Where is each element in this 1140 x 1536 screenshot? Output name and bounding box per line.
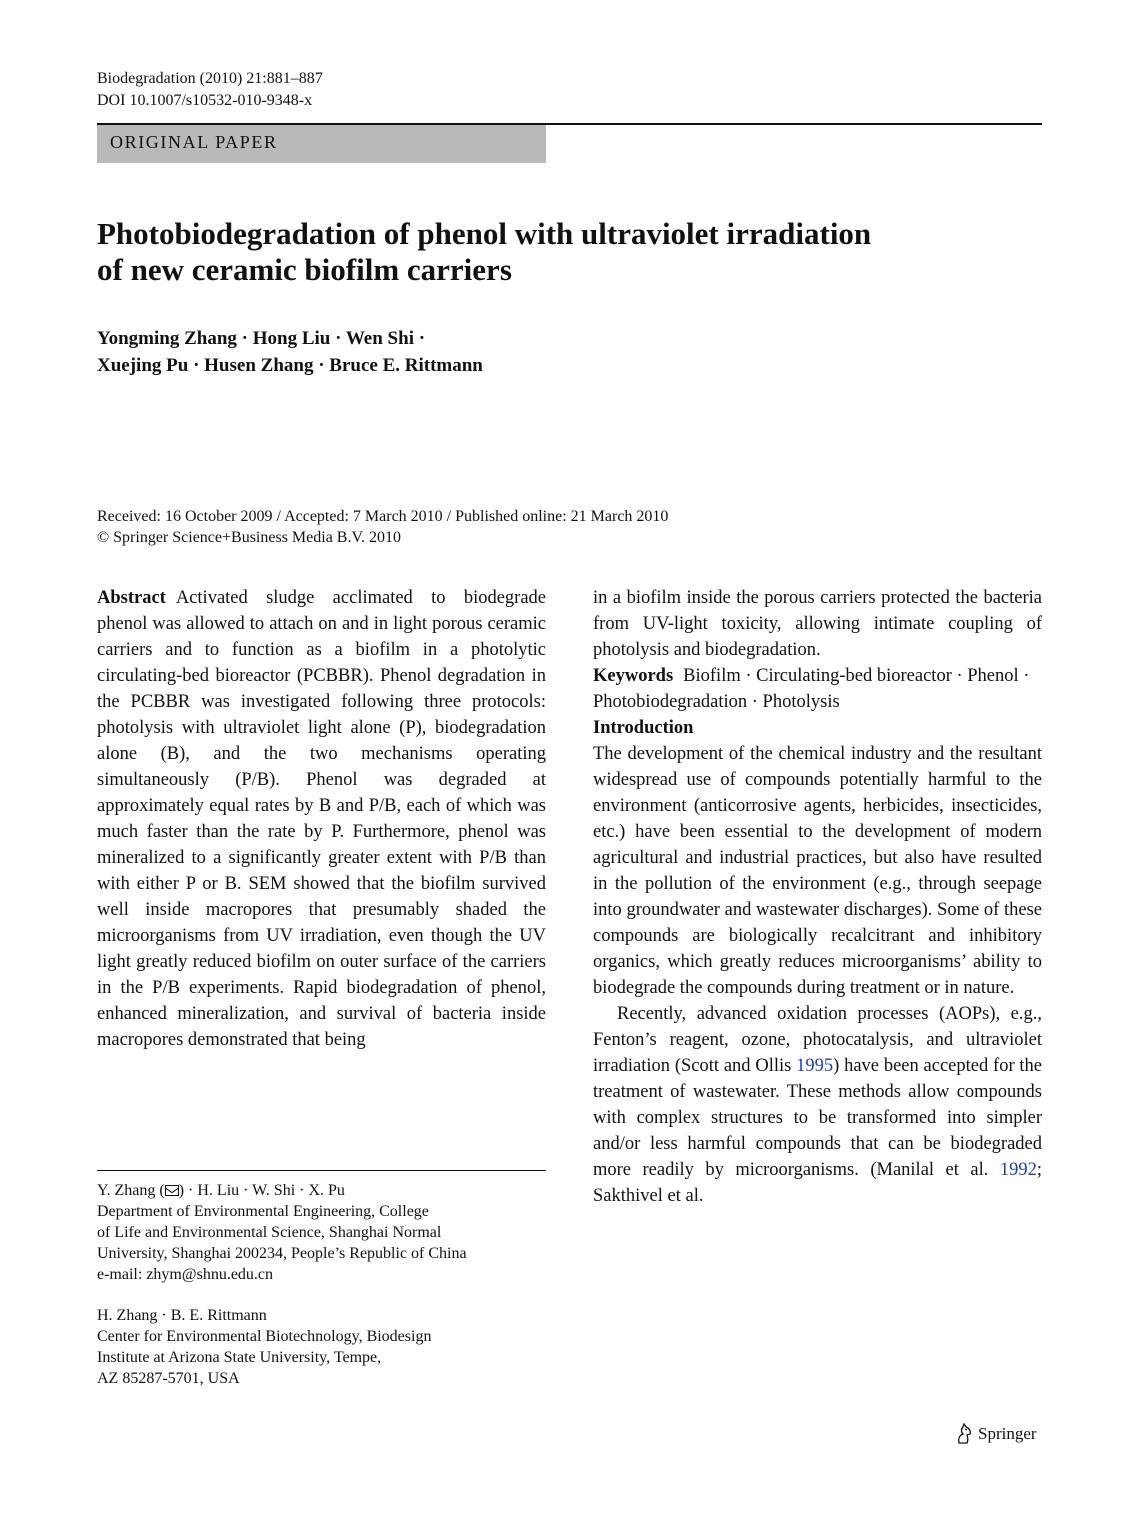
introduction-paragraph-2: [593, 1001, 1042, 1209]
corresponding-email[interactable]: e-mail: zhym@shnu.edu.cn: [97, 1266, 274, 1283]
abstract-continuation: in a biofilm inside the porous carriers protected the bacteria from UV-light toxicity, allowing intimate coupling of photolysis and biodegradation.: [593, 588, 1042, 660]
publication-history: [97, 506, 668, 548]
affiliation-2: [97, 1305, 546, 1389]
publisher-name: Springer: [978, 1424, 1037, 1443]
intro-p2-text-b: ) have been accepted for the treatment of wastewater. These methods allow compounds with complex structures to be transformed into simpler and/or less harmful compounds that can be biodegraded more readily by microorganisms. (Manilal et al.: [593, 1056, 1043, 1180]
citation-link-scott-ollis[interactable]: 1995: [796, 1056, 834, 1076]
introduction-paragraph-1: The development of the chemical industry and the resultant widespread use of compounds potentially harmful to the environment (anticorrosive agents, herbicides, insecticides, etc.) have been essential to the development of modern agricultural and industrial practices, but also have resulted in the pollution of the environment (e.g., through seepage into groundwater and wastewater discharges). Some of these compounds are biologically recalcitrant and inhibitory organics, which greatly reduces microorganisms’ ability to biodegrade the compounds during treatment or in nature.: [593, 744, 1042, 998]
doi[interactable]: DOI 10.1007/s10532-010-9348-x: [97, 92, 313, 109]
affiliation-2-line-2: Institute at Arizona State University, Tempe,: [97, 1349, 382, 1366]
copyright: © Springer Science+Business Media B.V. 2010: [97, 529, 401, 546]
author-list: [97, 325, 483, 379]
affiliation-2-line-1: Center for Environmental Biotechnology, Biodesign: [97, 1328, 432, 1345]
affiliation-1-line-1: Department of Environmental Engineering, College: [97, 1203, 429, 1220]
title-line-1: Photobiodegradation of phenol with ultraviolet irradiation: [97, 216, 872, 251]
abstract-text: Activated sludge acclimated to biodegrade phenol was allowed to attach on and in light porous ceramic carriers and to function as a biofilm in a photolytic circulating-bed bioreactor (PCBBR). Phenol degradation in the PCBBR was investigated following three protocols: photolysis with ultraviolet light alone (P), biodegradation alone (B), and the two mechanisms operating simultaneously (P/B). Phenol was degraded at approximately equal rates by B and P/B, each of which was much faster than the rate by P. Furthermore, phenol was mineralized to a significantly greater extent with P/B than with either P or B. SEM showed that the biofilm survived well inside macropores that presumably shaded the microorganisms from UV irradiation, even though the UV light greatly reduced biofilm on outer surface of the carriers in the P/B experiments. Rapid biodegradation of phenol, enhanced mineralization, and survival of bacteria inside macropores demonstrated that being: [97, 588, 546, 1050]
affiliation-1-line-3: University, Shanghai 200234, People’s Republic of China: [97, 1245, 467, 1262]
envelope-icon[interactable]: [165, 1185, 179, 1196]
intro-p2-text-a: Recently, advanced oxidation processes (AOPs), e.g., Fenton’s reagent, ozone, photocatalysis, and ultraviolet irradiation (Scott and Ollis: [593, 1004, 1042, 1076]
authors-line-1: Yongming Zhang · Hong Liu · Wen Shi ·: [97, 328, 426, 349]
journal-citation: Biodegradation (2010) 21:881–887: [97, 70, 323, 87]
right-column: [593, 585, 1042, 1209]
keywords-label: Keywords: [593, 666, 674, 686]
footnote-rule: [97, 1170, 546, 1171]
affiliation-1-names-post: ) · H. Liu · W. Shi · X. Pu: [178, 1182, 345, 1199]
affiliation-1-names: [97, 1180, 546, 1201]
affiliation-1-names-pre: Y. Zhang (: [97, 1182, 165, 1199]
introduction-heading: Introduction: [593, 718, 694, 738]
paper-title: [97, 216, 1042, 288]
journal-info: [97, 68, 323, 112]
abstract: [97, 585, 546, 1053]
affiliation-2-names: H. Zhang · B. E. Rittmann: [97, 1307, 267, 1324]
article-type-banner: [97, 125, 546, 163]
publisher-logo: [955, 1423, 1037, 1445]
citation-link-manilal[interactable]: 1992: [999, 1160, 1037, 1180]
intro-p2-text-c: ; Sakthivel et al.: [593, 1160, 1042, 1206]
affiliation-2-line-3: AZ 85287-5701, USA: [97, 1370, 240, 1387]
title-line-2: of new ceramic biofilm carriers: [97, 252, 512, 287]
authors-line-2: Xuejing Pu · Husen Zhang · Bruce E. Rittmann: [97, 355, 483, 376]
springer-horse-icon: [955, 1423, 973, 1445]
affiliation-1-line-2: of Life and Environmental Science, Shanghai Normal: [97, 1224, 442, 1241]
history-dates: Received: 16 October 2009 / Accepted: 7 March 2010 / Published online: 21 March 2010: [97, 508, 669, 525]
abstract-label: Abstract: [97, 588, 166, 608]
left-column: [97, 585, 546, 1053]
affiliation-1: [97, 1180, 546, 1285]
keywords-text: Biofilm · Circulating-bed bioreactor · Phenol · Photobiodegradation · Photolysis: [593, 666, 1030, 712]
article-type: ORIGINAL PAPER: [110, 132, 278, 152]
keywords: [593, 663, 1042, 715]
